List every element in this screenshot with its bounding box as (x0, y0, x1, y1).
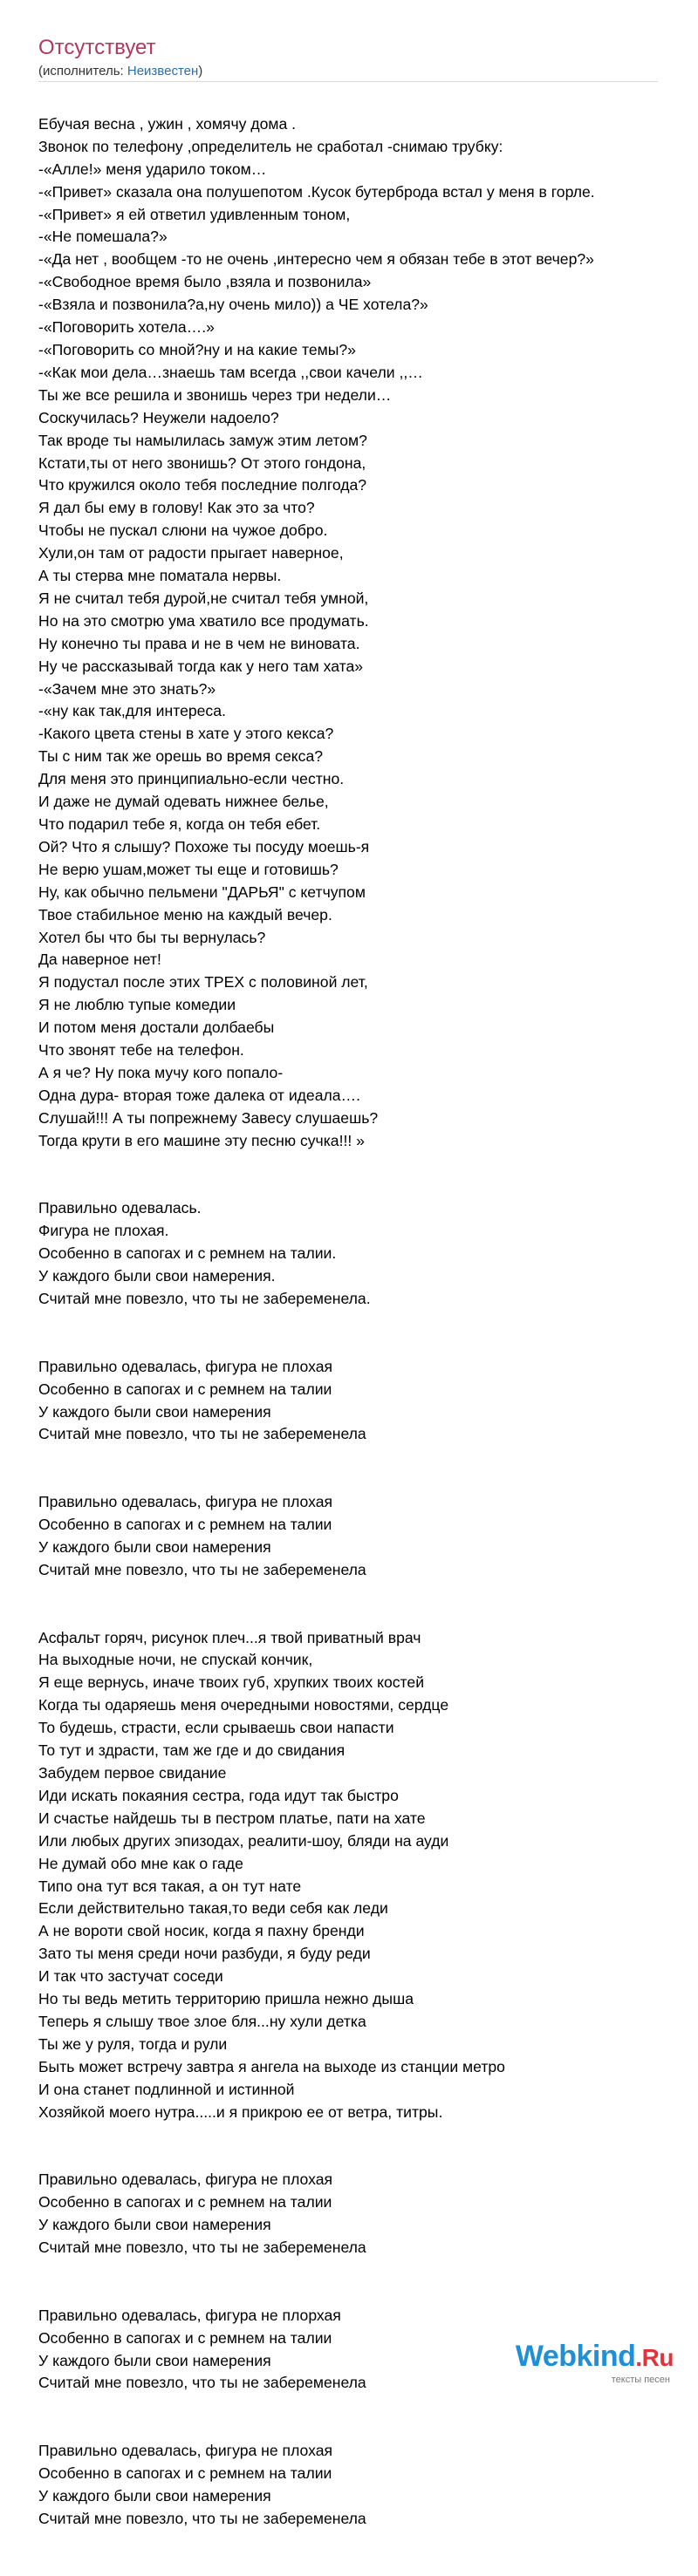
logo-tagline: тексты песен (611, 2375, 670, 2385)
logo-name: Webkind (515, 2340, 636, 2373)
lyrics-stanza: Правильно одевалась. Фигура не плохая. Особенно в сапогах и с ремнем на талии. У каждого были свои намерения. Считай мне повезло, что ты не забеременела. (38, 1199, 371, 1308)
artist-line (38, 63, 675, 80)
lyrics-stanza: Правильно одевалась, фигура не плохая Особенно в сапогах и с ремнем на талии У каждого были свои намерения Считай мне повезло, что ты не забеременела (38, 1493, 366, 1578)
lyrics-text (38, 91, 684, 2576)
lyrics-stanza: Правильно одевалась, фигура не плохая Особенно в сапогах и с ремнем на талии У каждого были свои намерения Считай мне повезло, что ты не забеременела (38, 2442, 366, 2527)
lyrics-stanza: Асфальт горяч, рисунок плеч...я твой приватный врач На выходные ночи, не спускай кончик, Я еще вернусь, иначе твоих губ, хрупких твоих костей Когда ты одаряешь меня очередными новостями, сердце То будешь, страсти, если срываешь свои напасти То тут и здрасти, там же где и до свидания Забудем первое свидание Иди искать покаяния сестра, года идут так быстро И счастье найдешь ты в пестром платье, пати на хате Или любых других эпизодах, реалити-шоу, бляди на ауди Не думай обо мне как о гаде Типо она тут вся такая, а он тут нате Если действительно такая,то веди себя как леди А не вороти свой носик, когда я пахну бренди Зато ты меня среди ночи разбуди, я буду реди И так что застучат соседи Но ты ведь метить территорию пришла нежно дыша Теперь я слышу твое злое бля...ну хули детка Ты же у руля, тогда и рули Быть может встречу завтра я ангела на выходе из станции метро И она станет подлинной и истинной Хозяйкой моего нутра.....и я прикрою ее от ветра, титры. (38, 1628, 505, 2121)
logo-wordmark (516, 2340, 674, 2375)
artist-prefix: (исполнитель: (38, 64, 127, 78)
lyrics-stanza: Правильно одевалась, фигура не плохая Особенно в сапогах и с ремнем на талии У каждого были свои намерения Считай мне повезло, что ты не забеременела (38, 1357, 366, 1443)
header-divider (38, 81, 658, 82)
lyrics-stanza: Правильно одевалась, фигура не плохая Особенно в сапогах и с ремнем на талии У каждого были свои намерения Считай мне повезло, что ты не забеременела (38, 2171, 366, 2257)
logo-domain: .Ru (635, 2344, 674, 2371)
site-logo[interactable] (516, 2340, 674, 2386)
artist-link[interactable]: Неизвестен (127, 64, 199, 78)
lyrics-stanza: Правильно одевалась, фигура не плорхая Особенно в сапогах и с ремнем на талии У каждого были свои намерения Считай мне повезло, что ты не забеременела (38, 2306, 366, 2392)
song-title: Отсутствует (38, 36, 156, 59)
lyrics-stanza: Ебучая весна , ужин , хомячу дома . Звонок по телефону ,определитель не сработал -снимаю трубку: -«Алле!» меня ударило током… -«Привет» сказала она полушепотом .Кусок бутерброда встал у меня в горле. -«Привет» я ей ответил удивленным тоном, -«Не помешала?» -«Да нет , вообщем -то не очень ,интересно чем я обязан тебе в этот вечер?» -«Свободное время было ,взяла и позвонила» -«Взяла и позвонила?а,ну очень мило)) а ЧЕ хотела?» -«Поговорить хотела….» -«Поговорить со мной?ну и на какие темы?» -«Как мои дела…знаешь там всегда ,,свои качели ,,… Ты же все решила и звонишь через три недели… Соскучилась? Неужели надоело? Так вроде ты намылилась замуж этим летом? Кстати,ты от него звонишь? От этого гондона, Что кружился около тебя последние полгода? Я дал бы ему в голову! Как это за что? Чтобы не пускал слюни на чужое добро. Хули,он там от радости прыгает наверное, А ты стерва мне поматала нервы. Я не считал тебя дурой,не считал тебя умной, Но на это смотрю ума хватило все продумать. Ну конечно ты права и не в чем не виновата. Ну че рассказывай тогда как у него там хата» -«Зачем мне это знать?» -«ну как так,для интереса. -Какого цвета стены в хате у этого кекса? Ты с ним так же орешь во время секса? Для меня это принципиально-если честно. И даже не думай одевать нижнее белье, Что подарил тебе я, когда он тебя ебет. Ой? Что я слышу? Похоже ты посуду моешь-я Не верю ушам,может ты еще и готовишь? Ну, как обычно пельмени "ДАРЬЯ" с кетчупом Твое стабильное меню на каждый вечер. Хотел бы что бы ты вернулась? Да наверное нет! Я подустал после этих ТРЕХ с половиной лет, Я не люблю тупые комедии И потом меня достали долбаебы Что звонят тебе на телефон. А я че? Ну пока мучу кого попало- Одна дура- вторая тоже далека от идеала…. Слушай!!! А ты попрежнему Завесу слушаешь? Тогда крути в его машине эту песню сучка!!! » (38, 114, 595, 1149)
song-header (38, 35, 675, 80)
artist-suffix: ) (198, 64, 203, 78)
